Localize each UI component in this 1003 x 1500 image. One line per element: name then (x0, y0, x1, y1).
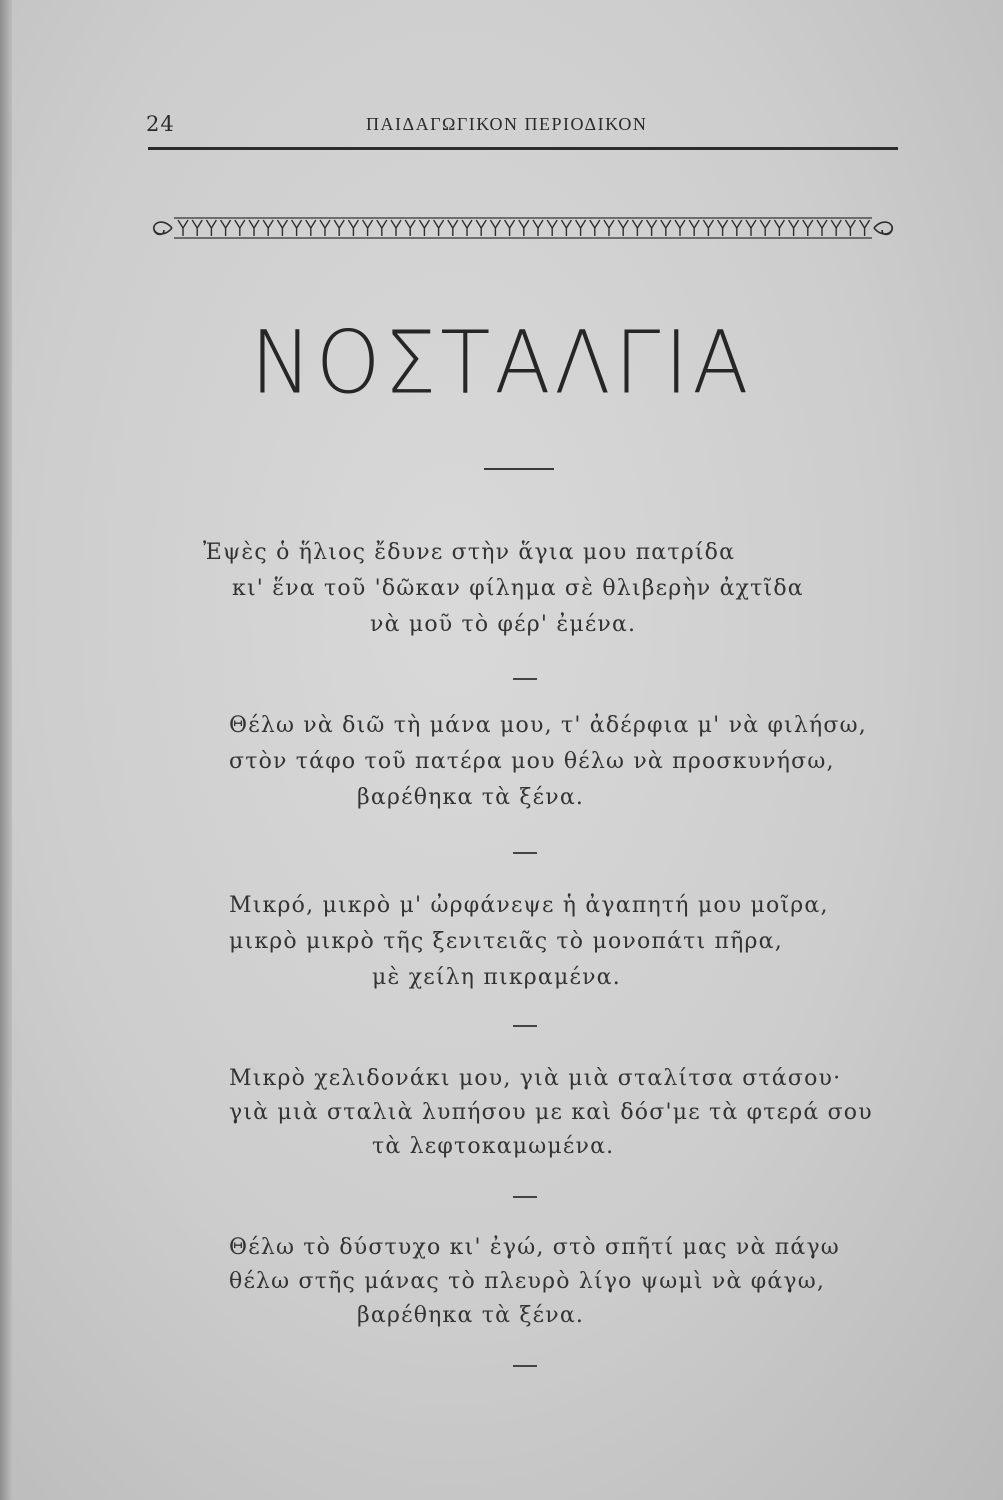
verse-line: Ἐψὲς ὁ ἥλιος ἔδυνε στὴν ἅγια μου πατρίδα (203, 540, 736, 565)
stanza-separator (513, 1196, 537, 1198)
verse-line: βαρέθηκα τὰ ξένα. (357, 785, 585, 810)
page-number: 24 (146, 112, 175, 136)
verse-line: Μικρὸ χελιδονάκι μου, γιὰ μιὰ σταλίτσα στάσου· (229, 1066, 842, 1091)
verse-line: μὲ χείλη πικραμένα. (372, 965, 621, 990)
ornamental-border (146, 214, 898, 242)
verse-line: στὸν τάφο τοῦ πατέρα μου θέλω νὰ προσκυνήσω, (229, 749, 835, 774)
stanza-separator (513, 678, 537, 680)
ornament-pattern (146, 214, 898, 242)
stanza-separator (513, 1365, 537, 1367)
verse-line: βαρέθηκα τὰ ξένα. (357, 1303, 585, 1328)
verse-line: Θέλω τὸ δύστυχο κι' ἐγώ, στὸ σπῆτί μας νὰ πάγω (229, 1235, 840, 1260)
verse-line: Θέλω νὰ διῶ τὴ μάνα μου, τ' ἀδέρφια μ' νὰ φιλήσω, (229, 713, 867, 738)
title-rule (484, 468, 554, 470)
poem-title: ΝΟΣΤΑΛΓΙΑ (250, 313, 753, 414)
stanza-separator (513, 852, 537, 854)
verse-line: γιὰ μιὰ σταλιὰ λυπήσου με καὶ δόσ'με τὰ φτερά σου (229, 1100, 873, 1125)
verse-line: κι' ἕνα τοῦ 'δῶκαν φίλημα σὲ θλιβερὴν ἀχτῖδα (232, 576, 804, 601)
verse-line: τὰ λεφτοκαμωμένα. (372, 1134, 615, 1159)
verse-line: μικρὸ μικρὸ τῆς ξενιτειᾶς τὸ μονοπάτι πῆρα, (229, 929, 783, 954)
verse-line: Μικρό, μικρὸ μ' ὠρφάνεψε ἡ ἀγαπητή μου μοῖρα, (229, 893, 829, 918)
running-header (146, 112, 896, 142)
page-binding-edge (0, 0, 12, 1500)
verse-line: νὰ μοῦ τὸ φέρ' ἐμένα. (370, 612, 637, 637)
running-title: ΠΑΙΔΑΓΩΓΙΚΟΝ ΠΕΡΙΟΔΙΚΟΝ (366, 114, 648, 134)
header-rule (148, 147, 898, 150)
stanza-separator (513, 1025, 537, 1027)
verse-line: θέλω στῆς μάνας τὸ πλευρὸ λίγο ψωμὶ νὰ φάγω, (229, 1269, 826, 1294)
